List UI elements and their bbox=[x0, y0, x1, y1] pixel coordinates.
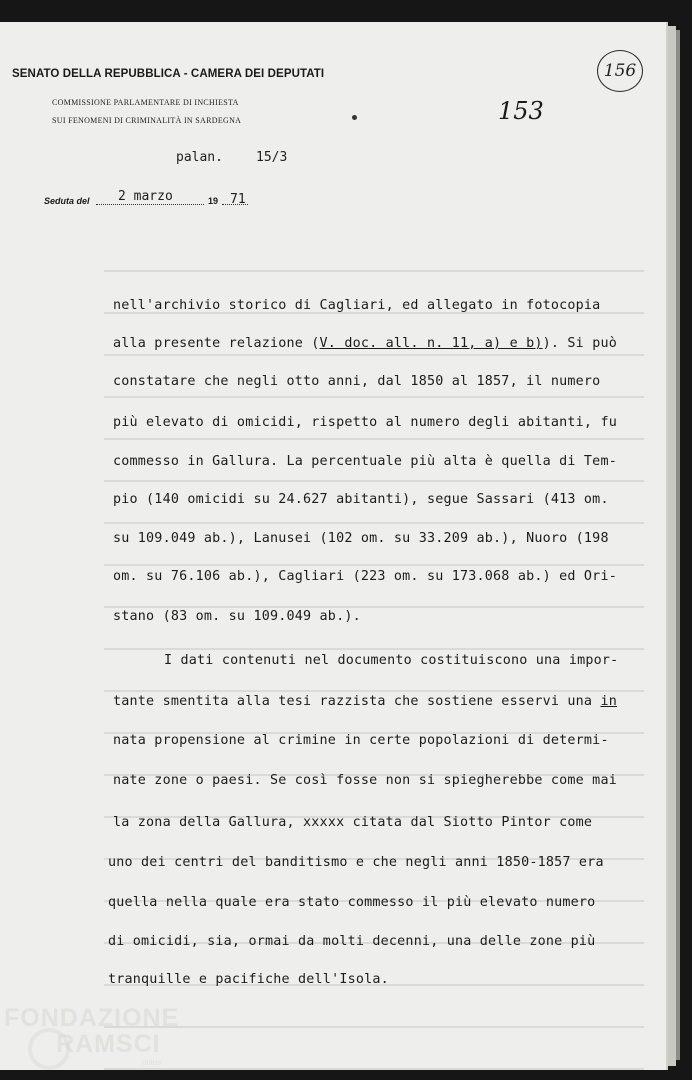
reference-number: 15/3 bbox=[256, 150, 288, 165]
body-line-10: I dati contenuti nel documento costituiscono una impor- bbox=[164, 653, 619, 668]
commission-line-1: COMMISSIONE PARLAMENTARE DI INCHIESTA bbox=[52, 98, 239, 107]
body-line-2b: ). Si può bbox=[542, 336, 617, 351]
body-line-14a: la zona della Gallura, bbox=[113, 815, 304, 830]
document-page bbox=[0, 22, 668, 1070]
body-line-16: quella nella quale era stato commesso il più elevato numero bbox=[108, 895, 596, 910]
body-line-13: nate zone o paesi. Se così fosse non si spiegherebbe come mai bbox=[113, 773, 617, 788]
body-line-6: pio (140 omicidi su 24.627 abitanti), segue Sassari (413 om. bbox=[113, 492, 609, 507]
letterhead-title: SENATO DELLA REPUBBLICA - CAMERA DEI DEPUTATI bbox=[12, 68, 325, 80]
seduta-date: 2 marzo bbox=[118, 189, 173, 204]
body-line-1: nell'archivio storico di Cagliari, ed allegato in fotocopia bbox=[113, 298, 601, 313]
body-line-5: commesso in Gallura. La percentuale più alta è quella di Tem- bbox=[113, 454, 617, 469]
struck-out-text: xxxxx bbox=[303, 815, 345, 830]
watermark-onlus: onlus bbox=[142, 1058, 162, 1067]
body-line-7: su 109.049 ab.), Lanusei (102 om. su 33.209 ab.), Nuoro (198 bbox=[113, 531, 609, 546]
body-line-2 bbox=[113, 336, 617, 351]
body-line-14 bbox=[113, 815, 592, 830]
underlined-in: in bbox=[600, 694, 617, 709]
body-line-9: stano (83 om. su 109.049 ab.). bbox=[113, 609, 361, 624]
body-line-11a: tante smentita alla tesi razzista che sostiene esservi una bbox=[113, 694, 601, 709]
seduta-year-suffix: 71 bbox=[230, 192, 246, 207]
seduta-year-prefix: 19 bbox=[208, 196, 219, 206]
watermark-gramsci: RAMSCI bbox=[56, 1030, 161, 1058]
commission-line-2: SUI FENOMENI DI CRIMINALITÀ IN SARDEGNA bbox=[52, 116, 242, 125]
page-edge bbox=[668, 26, 676, 1066]
ink-dot bbox=[352, 115, 357, 120]
body-line-8: om. su 76.106 ab.), Cagliari (223 om. su 173.068 ab.) ed Ori- bbox=[113, 569, 617, 584]
body-line-4: più elevato di omicidi, rispetto al numero degli abitanti, fu bbox=[113, 415, 617, 430]
document-reference: V. doc. all. n. 11, a) e b) bbox=[319, 336, 543, 351]
seduta-date-line bbox=[96, 204, 204, 205]
body-line-3: constatare che negli otto anni, dal 1850 al 1857, il numero bbox=[113, 374, 601, 389]
body-line-14b: citata dal Siotto Pintor come bbox=[344, 815, 593, 830]
body-line-18: tranquille e pacifiche dell'Isola. bbox=[108, 972, 389, 987]
seduta-label: Seduta del bbox=[44, 196, 90, 206]
circled-number-text: 156 bbox=[603, 61, 637, 81]
palan-label: palan. bbox=[176, 150, 223, 165]
circled-page-number bbox=[597, 50, 643, 92]
page-edge-shadow bbox=[676, 30, 680, 1060]
watermark-fondazione: FONDAZIONE bbox=[4, 1004, 180, 1032]
handwritten-page-number: 153 bbox=[498, 97, 544, 125]
body-line-17: di omicidi, sia, ormai da molti decenni, una delle zone più bbox=[108, 934, 596, 949]
body-line-11 bbox=[113, 694, 617, 709]
body-line-12: nata propensione al crimine in certe popolazioni di determi- bbox=[113, 733, 609, 748]
body-line-15: uno dei centri del banditismo e che negli anni 1850-1857 era bbox=[108, 855, 604, 870]
body-line-2a: alla presente relazione ( bbox=[113, 336, 320, 351]
